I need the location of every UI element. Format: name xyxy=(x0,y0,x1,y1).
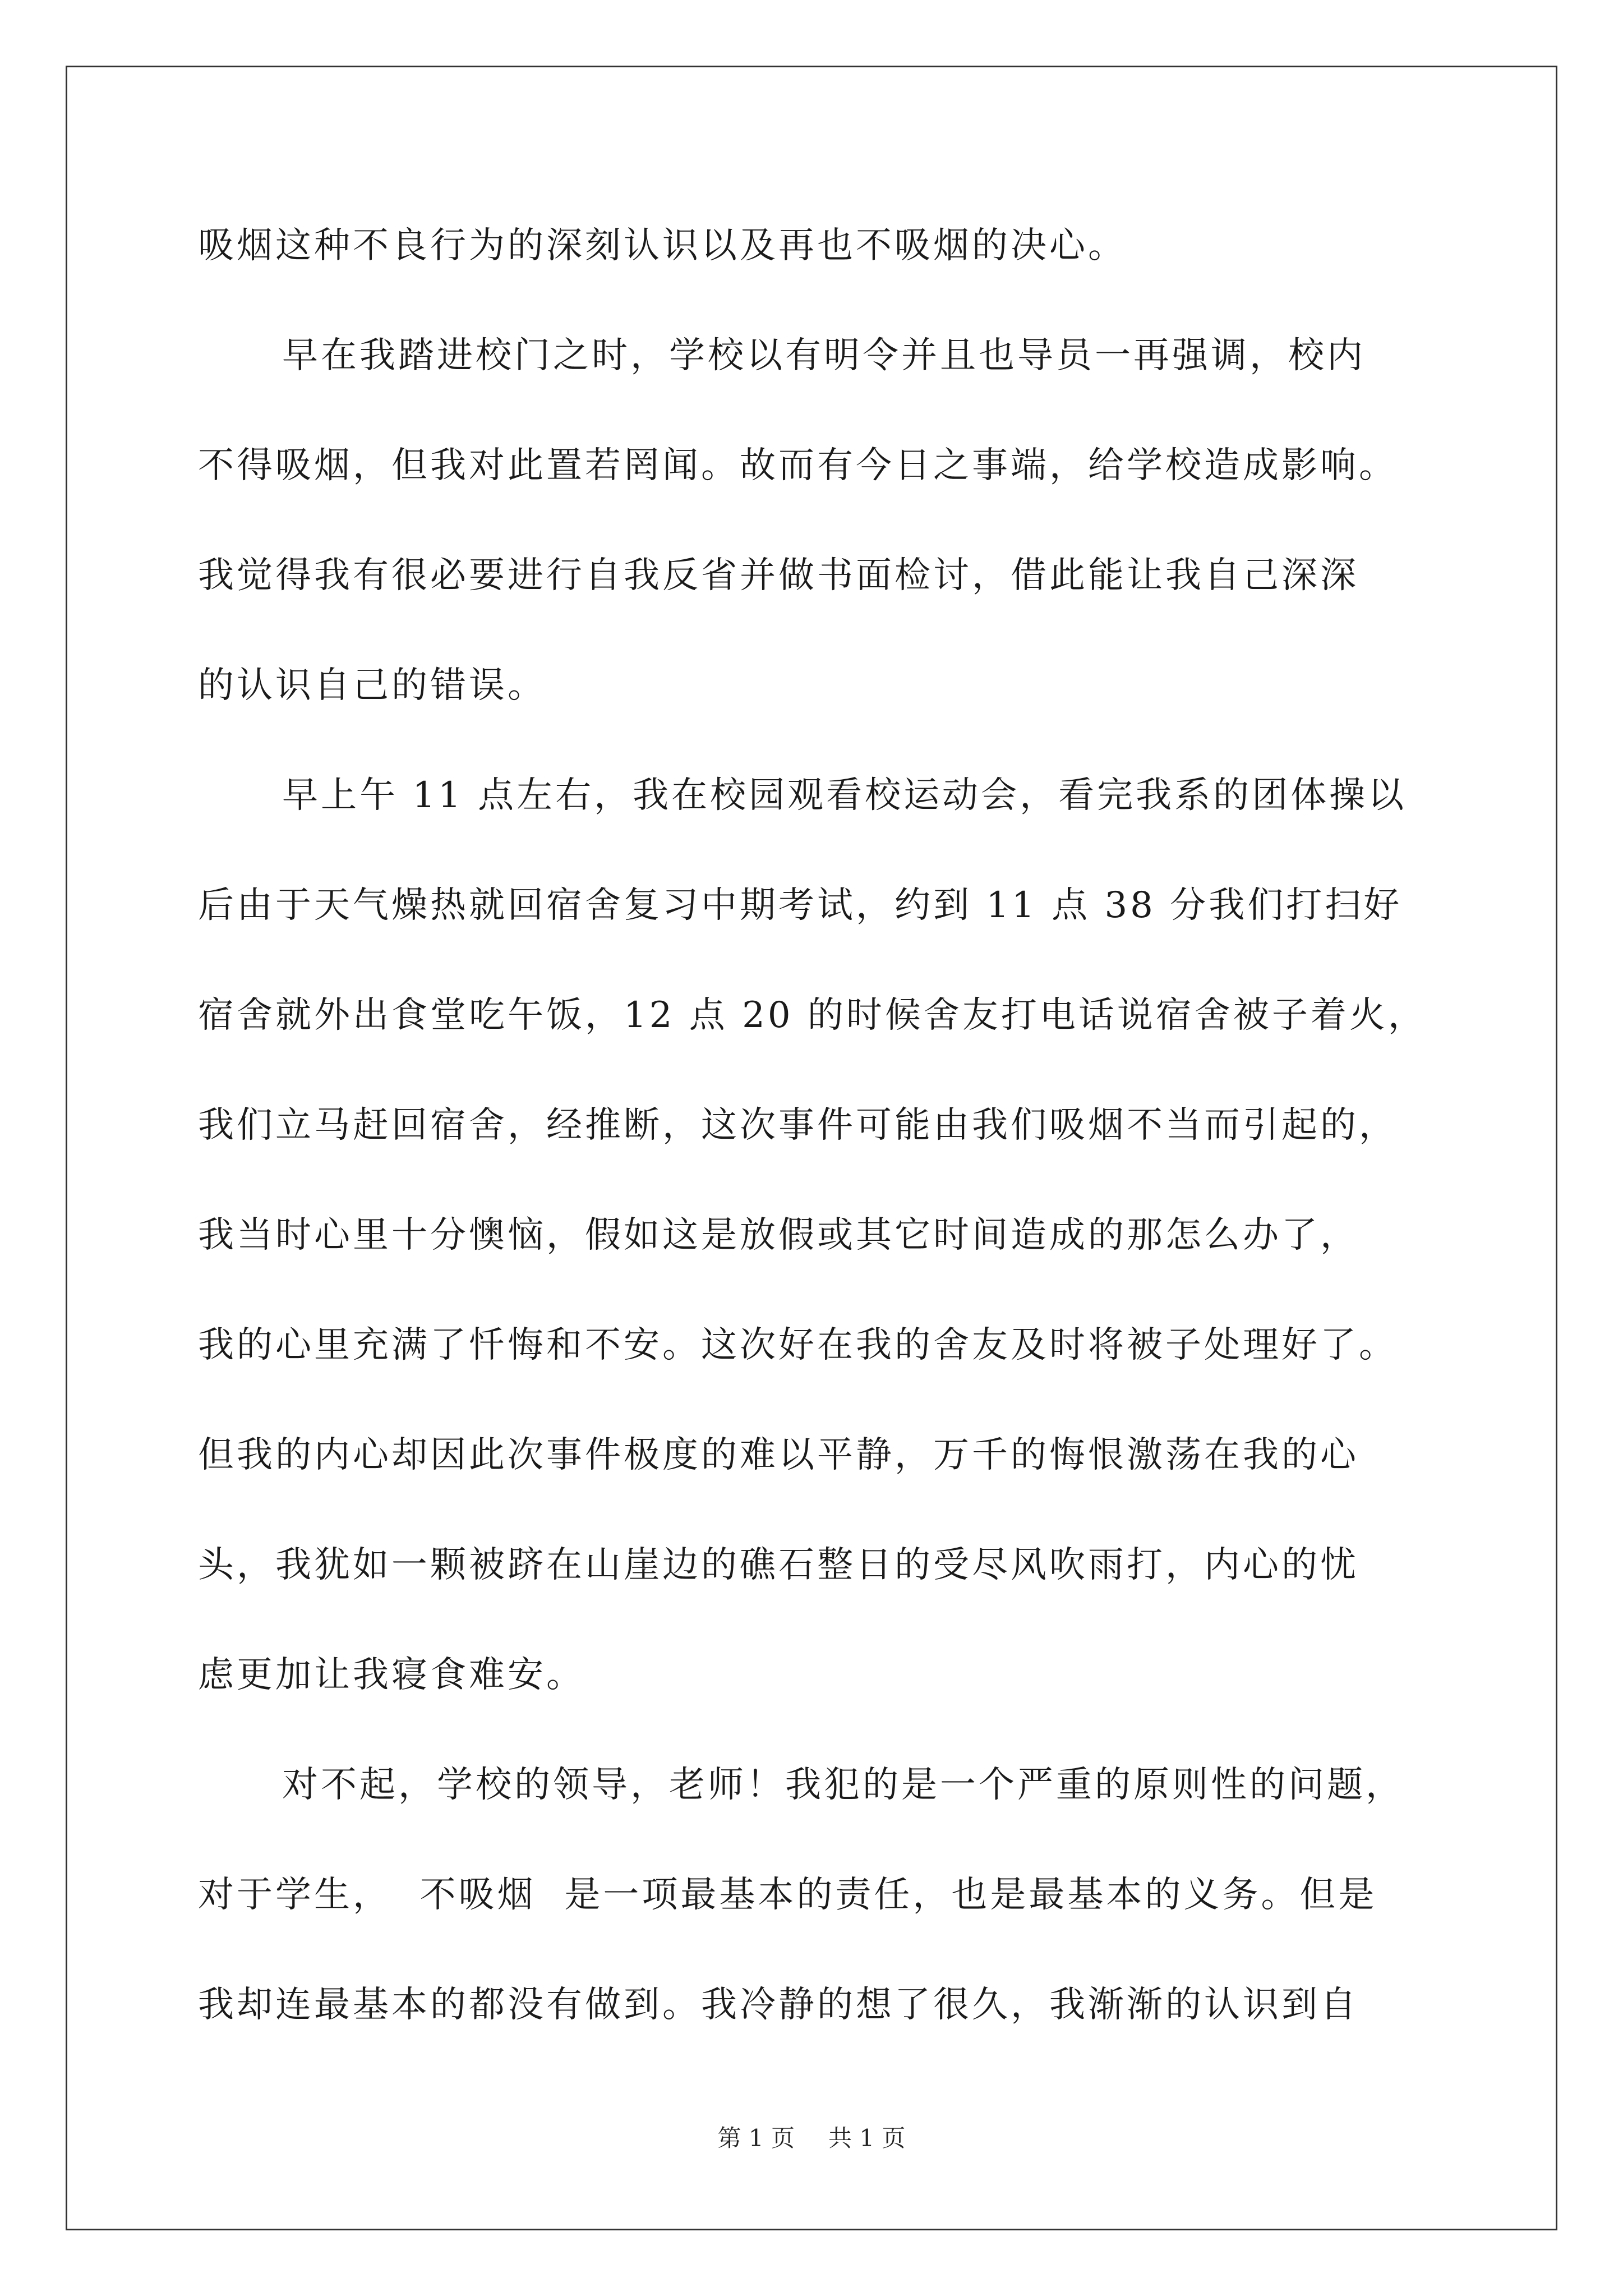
text-line: 头，我犹如一颗被跻在山崖边的礁石整日的受尽风吹雨打，内心的忧 xyxy=(198,1544,1359,1586)
page-footer xyxy=(0,2124,1623,2152)
page-count: 共 1 页 xyxy=(828,2124,906,2152)
paragraph-start-line: 早在我踏进校门之时，学校以有明令并且也导员一再强调，校内 xyxy=(282,335,1366,376)
text-line: 我却连最基本的都没有做到。我冷静的想了很久，我渐渐的认识到自 xyxy=(198,1984,1359,2026)
text-line: 吸烟这种不良行为的深刻认识以及再也不吸烟的决心。 xyxy=(198,225,1127,266)
paragraph-start-line: 早上午 11 点左右，我在校园观看校运动会，看完我系的团体操以 xyxy=(282,775,1407,816)
text-line: 但我的内心却因此次事件极度的难以平静，万千的悔恨激荡在我的心 xyxy=(198,1434,1359,1476)
text-line: 不得吸烟，但我对此置若罔闻。故而有今日之事端，给学校造成影响。 xyxy=(198,445,1398,486)
page-number: 第 1 页 xyxy=(717,2124,795,2152)
text-line: 我的心里充满了忏悔和不安。这次好在我的舍友及时将被子处理好了。 xyxy=(198,1324,1398,1366)
text-line: 的认识自己的错误。 xyxy=(198,665,546,706)
text-line: 我们立马赶回宿舍，经推断，这次事件可能由我们吸烟不当而引起的， xyxy=(198,1105,1398,1146)
text-line: 宿舍就外出食堂吃午饭，12 点 20 的时候舍友打电话说宿舍被子着火， xyxy=(198,995,1427,1036)
text-line: 后由于天气燥热就回宿舍复习中期考试，约到 11 点 38 分我们打扫好 xyxy=(198,885,1403,926)
document-body xyxy=(198,191,1432,2060)
text-line: 对于学生， 不吸烟 是一项最基本的责任，也是最基本的义务。但是 xyxy=(198,1874,1377,1916)
text-line: 我觉得我有很必要进行自我反省并做书面检讨，借此能让我自己深深 xyxy=(198,555,1359,596)
paragraph-start-line: 对不起，学校的领导，老师！我犯的是一个严重的原则性的问题， xyxy=(282,1764,1404,1806)
text-line: 我当时心里十分懊恼，假如这是放假或其它时间造成的那怎么办了， xyxy=(198,1214,1359,1256)
text-line: 虑更加让我寝食难安。 xyxy=(198,1654,585,1696)
